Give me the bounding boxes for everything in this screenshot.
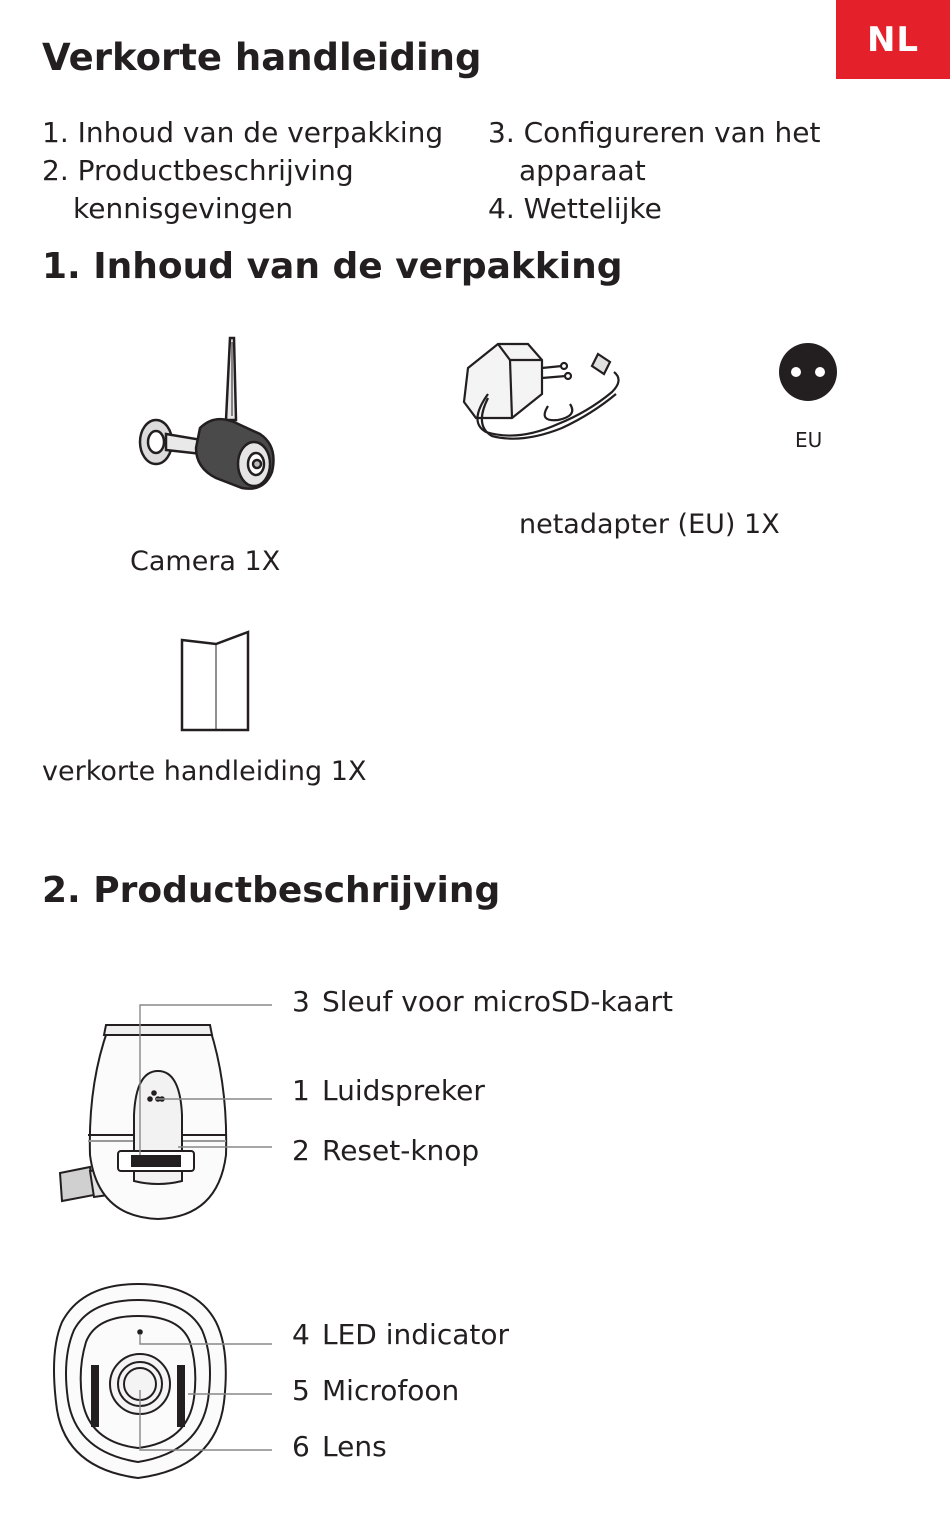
- toc-item-2-continued: kennisgevingen: [73, 192, 294, 225]
- part-2-label: Reset-knop: [322, 1134, 480, 1167]
- part-3: [292, 985, 673, 1018]
- camera-icon: [130, 330, 290, 500]
- part-1-label: Luidspreker: [322, 1074, 485, 1107]
- camera-front-view-icon: [54, 1282, 284, 1482]
- page-title: Verkorte handleiding: [42, 36, 482, 79]
- language-badge: NL: [836, 0, 950, 79]
- toc-item-3-continued: apparaat: [519, 154, 646, 187]
- part-3-label: Sleuf voor microSD-kaart: [322, 985, 673, 1018]
- part-3-number: 3: [292, 985, 310, 1018]
- eu-plug-icon: [778, 342, 838, 402]
- power-adapter-icon: [458, 332, 633, 444]
- plug-type-label: EU: [795, 428, 823, 452]
- section-2-heading: 2. Productbeschrijving: [42, 870, 501, 911]
- part-5: [292, 1374, 459, 1407]
- toc-column-1: [42, 114, 443, 228]
- booklet-icon: [178, 628, 254, 736]
- part-1-number: 1: [292, 1074, 310, 1107]
- adapter-label: netadapter (EU) 1X: [519, 509, 780, 540]
- part-2: [292, 1134, 479, 1167]
- part-6-label: Lens: [322, 1430, 387, 1463]
- toc-item-4: 4. Wettelijke: [488, 192, 662, 225]
- part-5-label: Microfoon: [322, 1374, 460, 1407]
- section-1-heading: 1. Inhoud van de verpakking: [42, 246, 623, 287]
- guide-label: verkorte handleiding 1X: [42, 756, 367, 787]
- part-1: [292, 1074, 485, 1107]
- part-4-number: 4: [292, 1318, 310, 1351]
- part-4: [292, 1318, 509, 1351]
- part-2-number: 2: [292, 1134, 310, 1167]
- toc-item-2: 2. Productbeschrijving: [42, 154, 354, 187]
- toc-item-1: 1. Inhoud van de verpakking: [42, 116, 444, 149]
- part-6: [292, 1430, 387, 1463]
- part-4-label: LED indicator: [322, 1318, 510, 1351]
- part-6-number: 6: [292, 1430, 310, 1463]
- toc-item-3: 3. Configureren van het: [488, 116, 821, 149]
- camera-label: Camera 1X: [130, 546, 281, 577]
- part-5-number: 5: [292, 1374, 310, 1407]
- camera-back-view-icon: [50, 995, 280, 1227]
- toc-column-2: [488, 114, 820, 228]
